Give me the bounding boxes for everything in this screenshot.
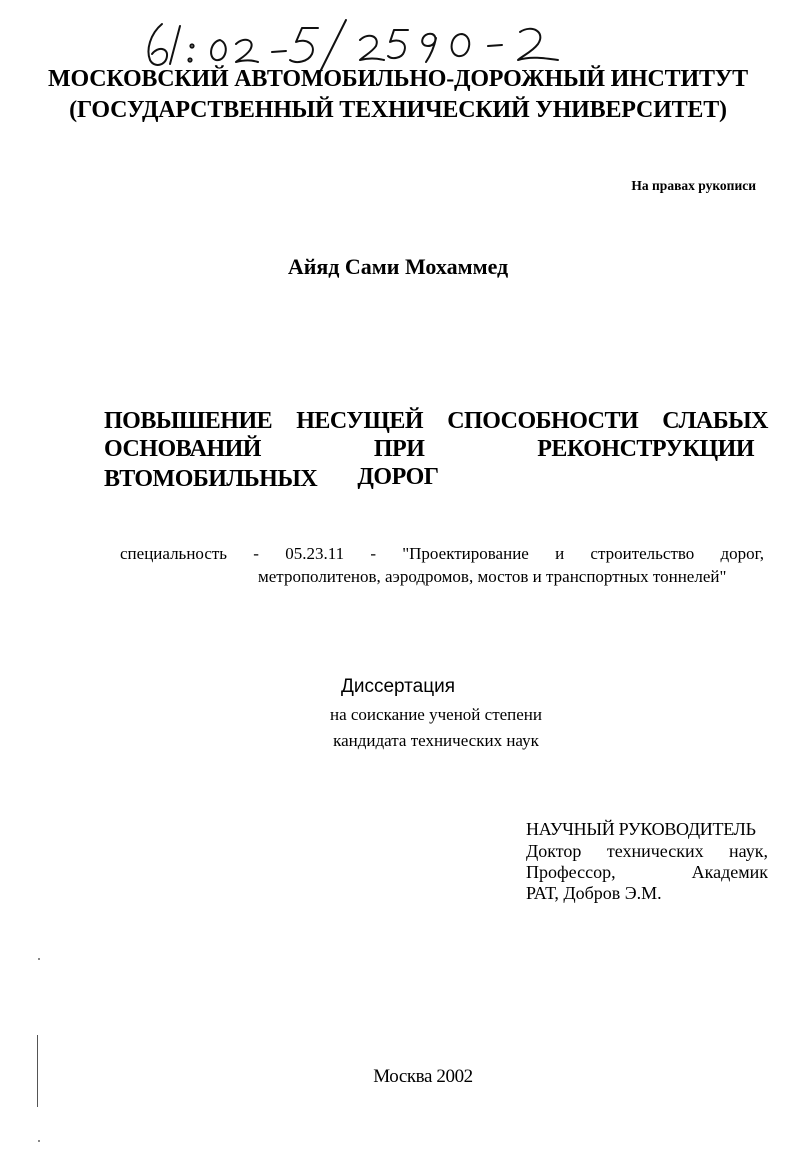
institution-name: МОСКОВСКИЙ АВТОМОБИЛЬНО-ДОРОЖНЫЙ ИНСТИТУТ: [48, 66, 748, 92]
advisor-name: РАТ, Добров Э.М.: [526, 883, 662, 903]
advisor-degree: Доктор технических наук,: [526, 841, 768, 861]
advisor-heading: НАУЧНЫЙ РУКОВОДИТЕЛЬ: [526, 819, 756, 839]
thesis-title-line-2: ОСНОВАНИЙ ПРИ РЕКОНСТРУКЦИИ ВТОМОБИЛЬНЫХ: [104, 436, 754, 492]
degree-line-1: на соискание ученой степени: [329, 705, 543, 724]
specialty-line-2: метрополитенов, аэродромов, мостов и транспортных тоннелей": [258, 567, 727, 586]
city-and-year: Москва 2002: [373, 1066, 473, 1087]
degree-line-2: кандидата технических наук: [333, 731, 539, 750]
scan-speck: [38, 958, 40, 960]
scan-margin-line: [37, 1035, 38, 1107]
scan-speck: [38, 1140, 40, 1142]
author-name: Айяд Сами Мохаммед: [287, 254, 509, 279]
institution-subtitle: (ГОСУДАРСТВЕННЫЙ ТЕХНИЧЕСКИЙ УНИВЕРСИТЕТ): [69, 97, 727, 123]
specialty-line-1: специальность - 05.23.11 - "Проектирование и строительство дорог,: [120, 544, 764, 563]
dissertation-heading: Диссертация: [340, 676, 456, 697]
rights-note: На правах рукописи: [631, 178, 756, 193]
advisor-titles: Профессор, Академик: [526, 862, 768, 882]
thesis-title-line-1: ПОВЫШЕНИЕ НЕСУЩЕЙ СПОСОБНОСТИ СЛАБЫХ: [104, 408, 768, 434]
thesis-title-line-3: ДОРОГ: [357, 464, 439, 490]
